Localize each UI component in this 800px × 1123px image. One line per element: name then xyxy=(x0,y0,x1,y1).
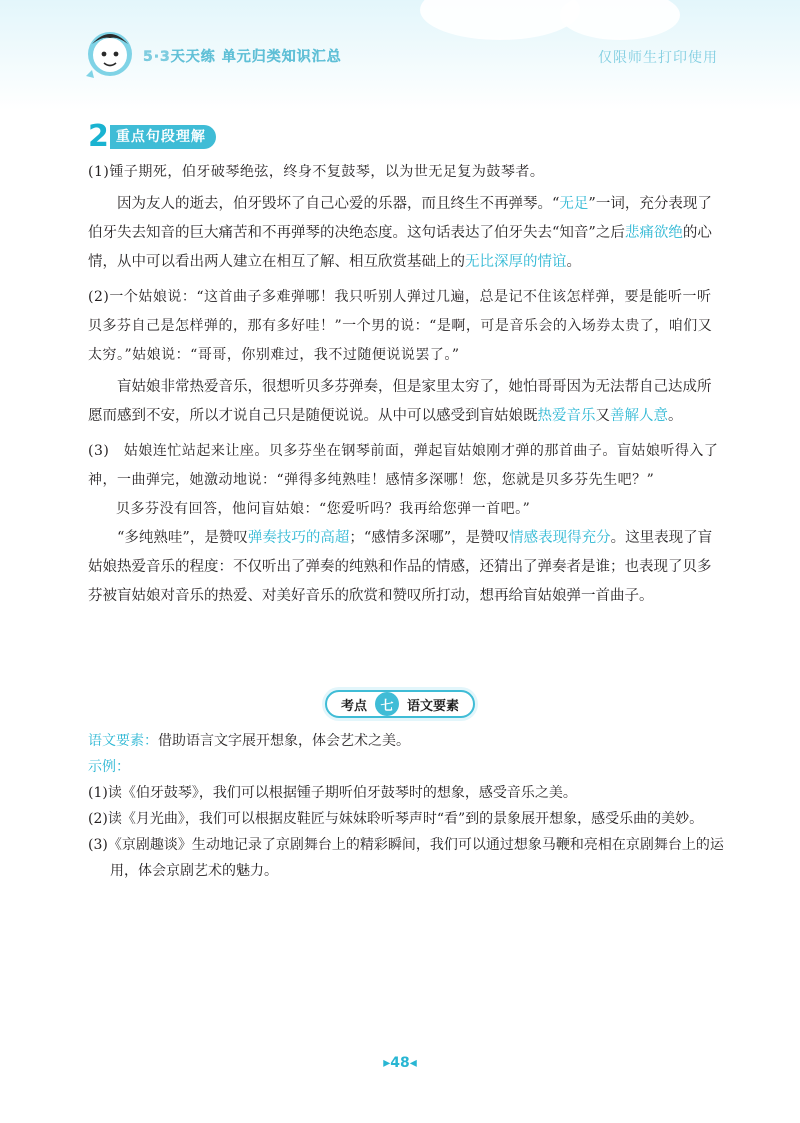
example-item: (2)读《月光曲》，我们可以根据皮鞋匠与妹妹聆听琴声时“看”到的景象展开想象，感受乐曲的美妙。 xyxy=(88,811,704,827)
kaodian-number: 七 xyxy=(375,692,399,716)
text: 的心情，从中可以看出两人建立在相互了解、相互欣赏基础上的 xyxy=(88,225,712,270)
page-number-right-decoration: ◂ xyxy=(409,1055,417,1071)
mascot-icon xyxy=(80,22,140,84)
brand-title xyxy=(143,46,342,66)
text: 盲姑娘非常热爱音乐，很想听贝多芬弹奏，但是家里太穷了，她怕哥哥因为无法帮自己达成所愿而感到不安，所以才说自己只是随便说说。从中可以感受到盲姑娘既 xyxy=(88,379,712,424)
highlight: 弹奏技巧的高超 xyxy=(247,530,350,546)
page-number-value: 48 xyxy=(390,1055,410,1071)
text: 。 xyxy=(566,254,581,270)
example-item: (1)读《伯牙鼓琴》，我们可以根据锺子期听伯牙鼓琴时的想象，感受音乐之美。 xyxy=(88,785,577,801)
quote-2: (2)一个姑娘说：“这首曲子多难弹哪！我只听别人弹过几遍，总是记不住该怎样弹，要是能听一听贝多芬自己是怎样弹的，那有多好哇！”一个男的说：“是啊，可是音乐会的入场券太贵了，咱们又太穷。”姑娘说：“哥哥，你别难过，我不过随便说说罢了。” xyxy=(88,289,713,363)
quote-3b: 贝多芬没有回答，他问盲姑娘：“您爱听吗？我再给您弹一首吧。” xyxy=(116,501,531,517)
kaodian-badge xyxy=(325,690,475,718)
analysis-2 xyxy=(88,373,720,431)
kaodian-title: 语文要素 xyxy=(407,698,460,714)
section-label: 重点句段理解 xyxy=(110,125,216,149)
page-number xyxy=(0,1055,800,1071)
quote-1: (1)锺子期死，伯牙破琴绝弦，终身不复鼓琴，以为世无足复为鼓琴者。 xyxy=(88,164,545,180)
analysis-1 xyxy=(88,190,720,277)
cloud-decoration xyxy=(560,0,680,40)
requirement xyxy=(88,728,728,754)
text: 。 xyxy=(668,408,683,424)
key-sentences xyxy=(88,158,720,611)
text: ；“感情多深哪”，是赞叹 xyxy=(349,530,510,546)
requirement-label: 语文要素： xyxy=(88,733,158,749)
highlight: 情感表现得充分 xyxy=(509,530,611,546)
section-heading xyxy=(88,119,216,154)
section-title: 单元归类知识汇总 xyxy=(221,49,342,65)
cloud-decoration xyxy=(420,0,580,40)
text: 又 xyxy=(595,408,610,424)
text: “多纯熟哇”，是赞叹 xyxy=(117,530,248,546)
highlight: 热爱音乐 xyxy=(537,408,596,424)
example-item: (3)《京剧趣谈》生动地记录了京剧舞台上的精彩瞬间，我们可以通过想象马鞭和亮相在京剧舞台上的运用，体会京剧艺术的魅力。 xyxy=(88,837,724,879)
brand-name: 5·3天天练 xyxy=(143,49,216,65)
text: ”一词，充分表现了伯牙失去知音的巨大痛苦和不再弹琴的决绝态度。这句话表达了伯牙失去“知音”之后 xyxy=(88,196,712,241)
usage-restriction: 仅限师生打印使用 xyxy=(598,50,718,66)
highlight: 无足 xyxy=(559,196,589,212)
language-elements xyxy=(88,728,728,884)
highlight: 悲痛欲绝 xyxy=(624,225,683,241)
page-header xyxy=(0,0,800,110)
kaodian-prefix: 考点 xyxy=(340,698,367,714)
kaodian-heading xyxy=(0,690,800,720)
highlight: 善解人意 xyxy=(610,408,668,424)
highlight: 无比深厚的情谊 xyxy=(465,254,567,270)
quote-3: (3) 姑娘连忙站起来让座。贝多芬坐在钢琴前面，弹起盲姑娘刚才弹的那首曲子。盲姑娘听得入了神，一曲弹完，她激动地说：“弹得多纯熟哇！感情多深哪！您，您就是贝多芬先生吧？” xyxy=(88,443,719,488)
requirement-text: 借助语言文字展开想象，体会艺术之美。 xyxy=(158,733,410,749)
analysis-3 xyxy=(88,524,720,611)
page-number-left-decoration: ▸ xyxy=(383,1055,391,1071)
text: 因为友人的逝去，伯牙毁坏了自己心爱的乐器，而且终生不再弹琴。“ xyxy=(117,196,560,212)
section-number: 2 xyxy=(88,119,109,154)
example-label: 示例： xyxy=(88,759,130,775)
text: 。这里表现了盲姑娘热爱音乐的程度：不仅听出了弹奏的纯熟和作品的情感，还猜出了弹奏者是谁；也表现了贝多芬被盲姑娘对音乐的热爱、对美好音乐的欣赏和赞叹所打动，想再给盲姑娘弹一首曲子。 xyxy=(88,530,713,604)
